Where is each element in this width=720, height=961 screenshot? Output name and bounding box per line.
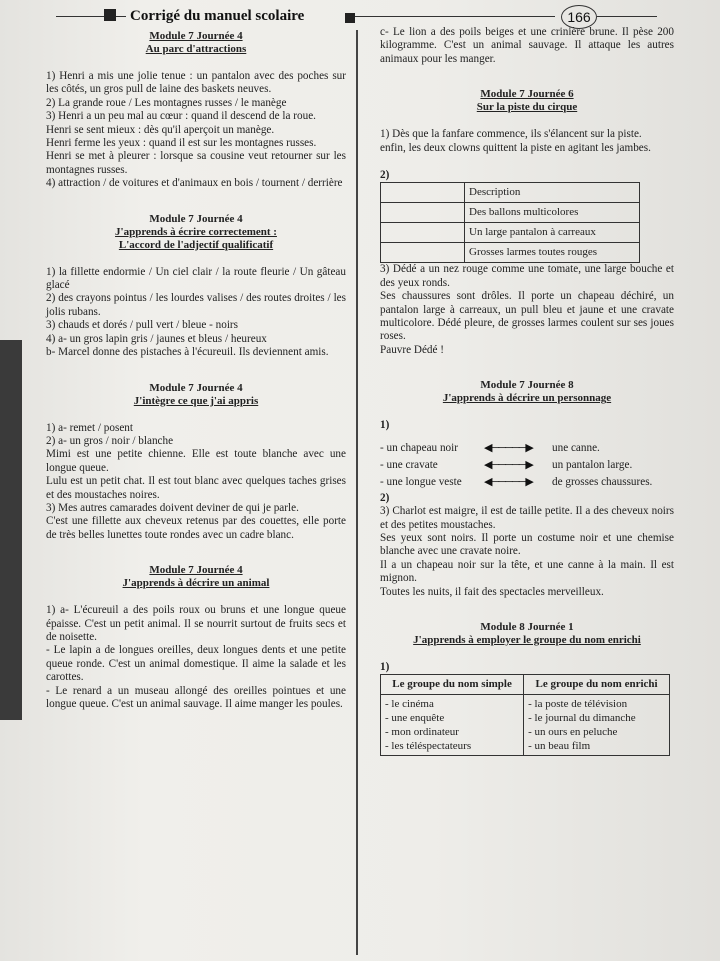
list-item: - la poste de télévision [528,698,628,711]
answer-line: Ses chaussures sont drôles. Il porte un chapeau déchiré, un pantalon large à carreaux, un pull bleu et jaune et une cravate multicolore. Dédé pleure, de grosses larmes coulent sur ses joues roses. [380,290,674,343]
table-header: Le groupe du nom enrichi [524,675,670,695]
answer-line: 4) a- un gros lapin gris / jaunes et bleus / heureux [46,332,267,345]
section-subtitle: Au parc d'attractions [145,43,247,55]
column-divider [356,30,358,955]
header-corner-mark-right [345,13,355,23]
question-number: 2) [380,491,390,504]
answer-line: C'est une fillette aux cheveux retenus par des couettes, elle porte de très belles lunettes toute rondes avec un cadre blanc. [46,515,346,541]
table-cell [524,695,670,756]
answer-line: c- Le lion a des poils beiges et une crinière brune. Il pèse 200 kilogramme. C'est un animal sauvage. Il attaque les autres animaux pour les manger. [380,26,674,65]
table-cell [381,695,524,756]
answer-line: Henri se sent mieux : dès qu'il aperçoit un manège. [46,123,275,136]
answer-line: 3) Charlot est maigre, il est de taille petite. Il a des cheveux noirs et des petites moustaches. [380,505,674,531]
answer-line: Henri ferme les yeux : quand il est sur les montagnes russes. [46,137,317,150]
answer-line: - Le lapin a de longues oreilles, deux longues dents et une petite queue ronde. C'est un animal domestique. Il aime la salade et les carottes. [46,644,346,684]
double-arrow-icon: ◀─────▶ [484,476,533,489]
answer-line: Henri se met à pleurer : lorsque sa cousine veut retourner sur les montagnes russes. [46,150,346,176]
section-module-title: Module 7 Journée 4 [149,30,243,42]
pair-left: - une longue veste [380,476,462,489]
double-arrow-icon: ◀─────▶ [484,459,533,472]
question-number: 1) [380,419,390,432]
matching-pair [380,458,674,475]
section-subtitle: J'apprends à décrire un personnage [442,392,612,405]
section-module-title: Module 7 Journée 4 [149,212,243,225]
section-module-title: Module 7 Journée 6 [480,88,574,101]
answer-line: Mimi est une petite chienne. Elle est toute blanche avec une longue queue. [46,448,346,474]
answer-line: 3) Dédé a un nez rouge comme une tomate, une large bouche et des yeux ronds. [380,263,674,289]
answer-line: Ses yeux sont noirs. Il porte un costume noir et une chemise blanche avec une cravate noire. [380,531,674,558]
section-module-title: Module 8 Journée 1 [480,620,574,633]
answer-line: 4) attraction / de voitures et d'animaux en bois / tournent / derrière [46,177,343,190]
section-subtitle: J'apprends à décrire un animal [122,577,270,590]
answer-line: 2) des crayons pointus / les lourdes valises / des routes droites / les jolis rubans. [46,292,346,318]
question-number: 2) [380,169,390,182]
pair-right: un pantalon large. [552,459,633,472]
question-number: 1) [380,660,390,673]
answer-line: 1) la fillette endormie / Un ciel clair / la route fleurie / Un gâteau glacé [46,265,346,292]
answer-line: Il a un chapeau noir sur la tête, et une canne à la main. Il est mignon. [380,558,674,585]
description-table [380,182,640,263]
answer-line: 1) Dès que la fanfare commence, ils s'élancent sur la piste. [380,128,642,141]
pair-left: - un chapeau noir [380,442,458,455]
section-subtitle: Sur la piste du cirque [476,101,578,114]
table-cell: Un large pantalon à carreaux [465,223,640,243]
pair-right: une canne. [552,442,600,455]
table-cell: Description [465,183,640,203]
answer-line: - Le renard a un museau allongé des oreilles pointues et une longue queue. C'est un animal sauvage. Il aime manger les poules. [46,684,346,710]
list-item: - une enquête [385,712,445,725]
left-column [46,30,346,711]
header-rule-right [345,16,555,17]
answer-line: 2) a- un gros / noir / blanche [46,434,174,447]
pair-left: - une cravate [380,459,438,472]
answer-line: 1) Henri a mis une jolie tenue : un pantalon avec des poches sur les côtés, un gros pull de laine des baskets neuves. [46,70,346,96]
noun-group-table [380,674,670,756]
list-item: - le journal du dimanche [528,712,636,725]
matching-pair [380,441,674,458]
matching-pair [380,475,674,492]
double-arrow-icon: ◀─────▶ [484,442,533,455]
answer-line: 1) a- L'écureuil a des poils roux ou bruns et une longue queue épaisse. C'est un petit animal. Il se nourrit surtout de fruits secs et de noisette. [46,604,346,643]
answer-line: 3) chauds et dorés / pull vert / bleue - noirs [46,319,239,332]
answer-line: 2) La grande roue / Les montagnes russes / le manège [46,96,287,109]
list-item: - un beau film [528,740,591,753]
right-column [380,26,674,756]
answer-line: Lulu est un petit chat. Il est tout blanc avec quelques taches grises et des moustaches noires. [46,475,346,501]
pair-right: de grosses chaussures. [552,476,653,489]
answer-line: 1) a- remet / posent [46,421,133,434]
list-item: - les téléspectateurs [385,740,472,753]
list-item: - le cinéma [385,698,434,711]
section-subtitle: J'apprends à employer le groupe du nom enrichi [413,633,641,646]
page-number: 166 [561,5,597,29]
section-subtitle: J'apprends à écrire correctement : [115,225,277,238]
table-cell: Grosses larmes toutes rouges [465,243,640,263]
answer-line: Pauvre Dédé ! [380,343,444,356]
list-item: - mon ordinateur [385,726,459,739]
section-module-title: Module 7 Journée 8 [480,379,574,392]
answer-line: 3) Mes autres camarades doivent deviner de qui je parle. [46,501,299,514]
table-cell: Des ballons multicolores [465,203,640,223]
header-corner-mark [104,9,116,21]
header-rule-end [597,16,657,17]
answer-line: enfin, les deux clowns quittent la piste en agitant les jambes. [380,141,651,154]
section-module-title: Module 7 Journée 4 [149,381,243,394]
table-header: Le groupe du nom simple [381,675,524,695]
page-header-title: Corrigé du manuel scolaire [130,8,305,24]
section-module-title: Module 7 Journée 4 [149,564,243,577]
section-subtitle: L'accord de l'adjectif qualificatif [118,238,274,251]
section-subtitle: J'intègre ce que j'ai appris [133,394,259,407]
answer-line: Toutes les nuits, il fait des spectacles merveilleux. [380,585,604,598]
answer-line: 3) Henri a un peu mal au cœur : quand il descend de la roue. [46,110,316,123]
list-item: - un ours en peluche [528,726,618,739]
page-edge-shadow [0,340,22,720]
answer-line: b- Marcel donne des pistaches à l'écureuil. Ils deviennent amis. [46,346,329,359]
